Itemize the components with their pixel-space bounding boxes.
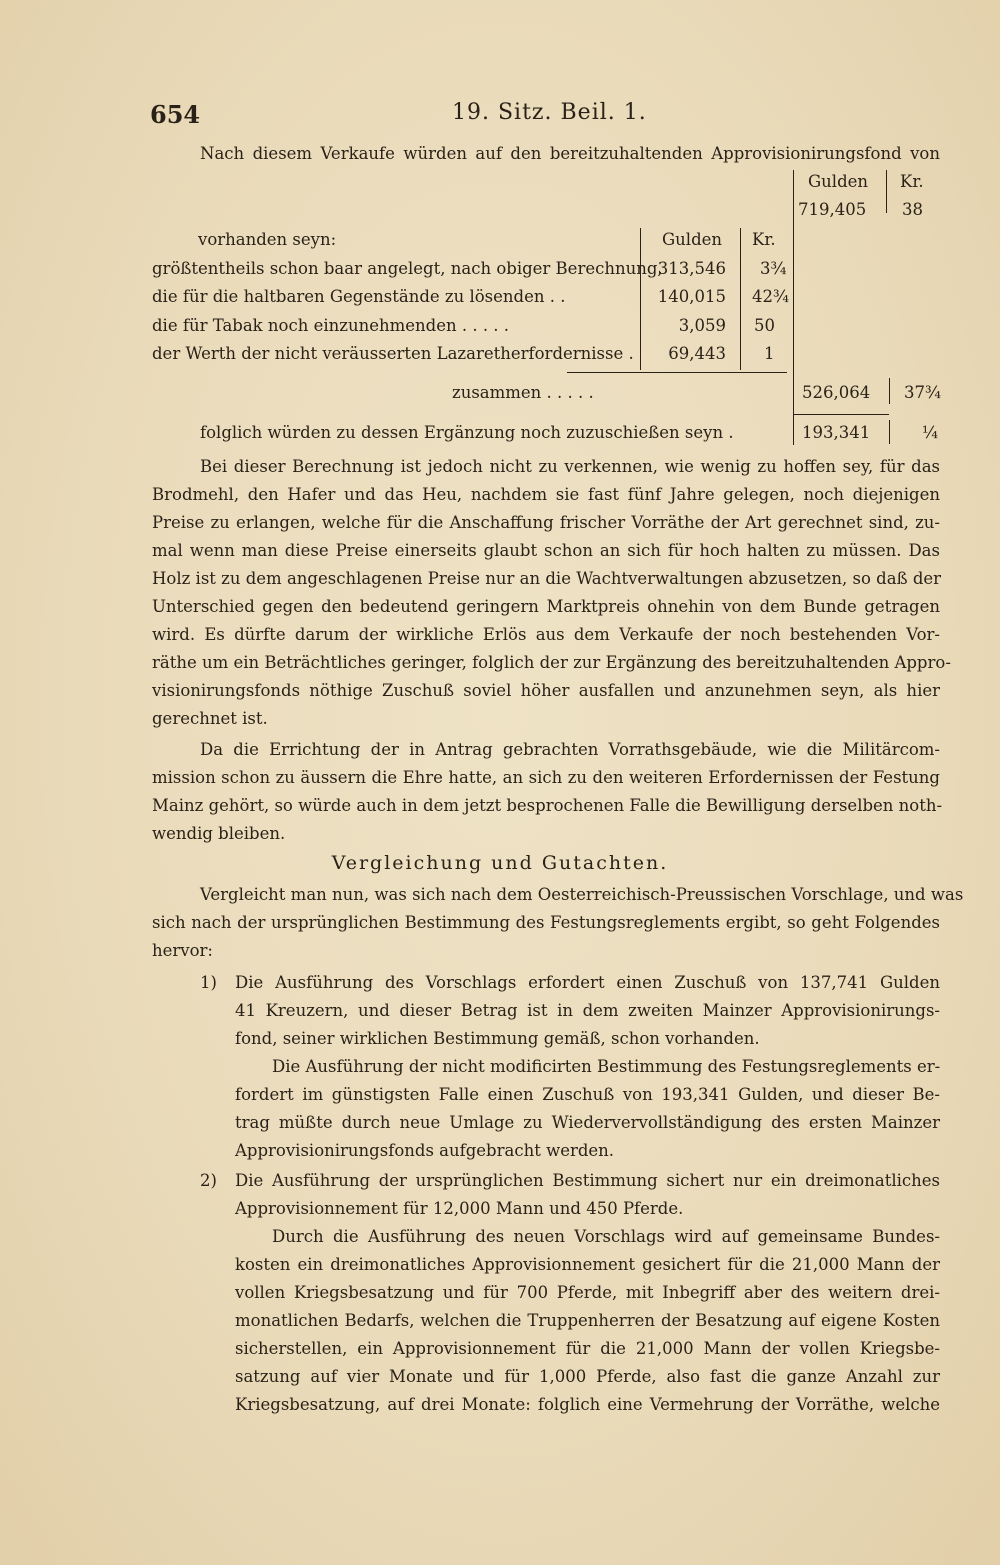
text-line: Preise zu erlangen, welche für die Anschaffung frischer Vorräthe der Art gerechnet sind, zu-: [152, 513, 940, 532]
text-line: Unterschied gegen den bedeutend geringern Marktpreis ohnehin von dem Bunde getragen: [152, 597, 940, 616]
result-label: folglich würden zu dessen Ergänzung noch zuzuschießen seyn .: [200, 423, 734, 442]
list-marker: 2): [200, 1171, 217, 1190]
text-line: Vergleicht man nun, was sich nach dem Oesterreichisch-Preussischen Vorschlage, und was: [200, 885, 964, 904]
top-total-kr: 38: [902, 200, 923, 219]
breakdown-row-text: der Werth der nicht veräusserten Lazaretherfordernisse .: [152, 344, 634, 363]
result-gulden: 193,341: [802, 423, 871, 442]
text-line: wendig bleiben.: [152, 824, 286, 843]
table-rule: [740, 228, 741, 370]
breakdown-col-kr: Kr.: [752, 230, 776, 249]
text-line: Approvisionnement für 12,000 Mann und 450 Pferde.: [235, 1199, 684, 1218]
text-line: monatlichen Bedarfs, welchen die Truppenherren der Besatzung auf eigene Kosten: [235, 1311, 940, 1330]
text-line: fordert im günstigsten Falle einen Zuschuß von 193,341 Gulden, und dieser Be-: [235, 1085, 940, 1104]
text-line: Da die Errichtung der in Antrag gebrachten Vorrathsgebäude, wie die Militärcom-: [200, 740, 940, 759]
page-number: 654: [150, 100, 201, 129]
text-line: gerechnet ist.: [152, 709, 268, 728]
breakdown-row-text: größtentheils schon baar angelegt, nach obiger Berechnung,: [152, 259, 663, 278]
list-marker: 1): [200, 973, 217, 992]
text-line: Holz ist zu dem angeschlagenen Preise nur an die Wachtverwaltungen abzusetzen, so daß der: [152, 569, 942, 588]
breakdown-row-gulden: 3,059: [678, 316, 726, 335]
text-line: räthe um ein Beträchtliches geringer, folglich der zur Ergänzung des bereitzuhaltenden Appro-: [152, 653, 951, 672]
table-rule: [793, 170, 794, 445]
table-rule: [889, 378, 890, 404]
top-col-gulden: Gulden: [808, 172, 869, 191]
table-rule: [886, 170, 887, 213]
breakdown-row-gulden: 69,443: [668, 344, 726, 363]
text-line: Approvisionirungsfonds aufgebracht werden.: [235, 1141, 615, 1160]
breakdown-row-gulden: 313,546: [657, 259, 726, 278]
result-kr: ¼: [922, 423, 938, 442]
text-line: satzung auf vier Monate und für 1,000 Pferde, also fast die ganze Anzahl zur: [235, 1367, 940, 1386]
text-line: vollen Kriegsbesatzung und für 700 Pferde, mit Inbegriff aber des weitern drei-: [235, 1283, 940, 1302]
text-line: Durch die Ausführung des neuen Vorschlags wird auf gemeinsame Bundes-: [272, 1227, 940, 1246]
text-line: mission schon zu äussern die Ehre hatte, an sich zu den weiteren Erfordernissen der Festung: [152, 768, 940, 787]
breakdown-row-text: die für Tabak noch einzunehmenden . . . . .: [152, 316, 510, 335]
table-rule: [793, 414, 889, 415]
text-line: sich nach der ursprünglichen Bestimmung des Festungsreglements ergibt, so geht Folgendes: [152, 913, 940, 932]
breakdown-row-kr: 1: [764, 344, 775, 363]
breakdown-row-kr: 50: [754, 316, 775, 335]
section-title: Vergleichung und Gutachten.: [331, 852, 669, 874]
text-line: visionirungsfonds nöthige Zuschuß soviel höher ausfallen und anzunehmen seyn, als hier: [152, 681, 940, 700]
intro-line: Nach diesem Verkaufe würden auf den bereitzuhaltenden Approvisionirungsfond von: [200, 144, 940, 163]
text-line: fond, seiner wirklichen Bestimmung gemäß, schon vorhanden.: [235, 1029, 760, 1048]
sum-gulden: 526,064: [802, 383, 871, 402]
breakdown-row-kr: 3¾: [760, 259, 787, 278]
sum-kr: 37¾: [904, 383, 941, 402]
text-line: Die Ausführung des Vorschlags erfordert einen Zuschuß von 137,741 Gulden: [235, 973, 940, 992]
table-rule: [640, 228, 641, 370]
text-line: Mainz gehört, so würde auch in dem jetzt besprochenen Falle die Bewilligung derselben noth-: [152, 796, 943, 815]
breakdown-label: vorhanden seyn:: [198, 230, 337, 249]
breakdown-row-gulden: 140,015: [657, 287, 726, 306]
text-line: Die Ausführung der nicht modificirten Bestimmung des Festungsreglements er-: [272, 1057, 941, 1076]
text-line: trag müßte durch neue Umlage zu Wiedervervollständigung des ersten Mainzer: [235, 1113, 940, 1132]
text-line: Kriegsbesatzung, auf drei Monate: folglich eine Vermehrung der Vorräthe, welche: [235, 1395, 940, 1414]
text-line: mal wenn man diese Preise einerseits glaubt schon an sich für hoch halten zu müssen. Das: [152, 541, 940, 560]
text-line: Bei dieser Berechnung ist jedoch nicht zu verkennen, wie wenig zu hoffen sey, für das: [200, 457, 940, 476]
text-line: kosten ein dreimonatliches Approvisionnement gesichert für die 21,000 Mann der: [235, 1255, 940, 1274]
breakdown-row-text: die für die haltbaren Gegenstände zu lösenden . .: [152, 287, 566, 306]
sum-label: zusammen . . . . .: [452, 383, 594, 402]
table-rule: [889, 420, 890, 444]
breakdown-col-gulden: Gulden: [662, 230, 723, 249]
text-line: wird. Es dürfte darum der wirkliche Erlös aus dem Verkaufe der noch bestehenden Vor-: [152, 625, 940, 644]
top-col-kr: Kr.: [900, 172, 924, 191]
text-line: 41 Kreuzern, und dieser Betrag ist in dem zweiten Mainzer Approvisionirungs-: [235, 1001, 940, 1020]
top-total-gulden: 719,405: [798, 200, 867, 219]
text-line: Die Ausführung der ursprünglichen Bestimmung sichert nur ein dreimonatliches: [235, 1171, 940, 1190]
table-rule: [567, 372, 787, 373]
text-line: sicherstellen, ein Approvisionnement für die 21,000 Mann der vollen Kriegsbe-: [235, 1339, 940, 1358]
running-title: 19. Sitz. Beil. 1.: [452, 100, 647, 125]
text-line: Brodmehl, den Hafer und das Heu, nachdem sie fast fünf Jahre gelegen, noch diejenigen: [152, 485, 940, 504]
breakdown-row-kr: 42¾: [752, 287, 789, 306]
text-line: hervor:: [152, 941, 213, 960]
